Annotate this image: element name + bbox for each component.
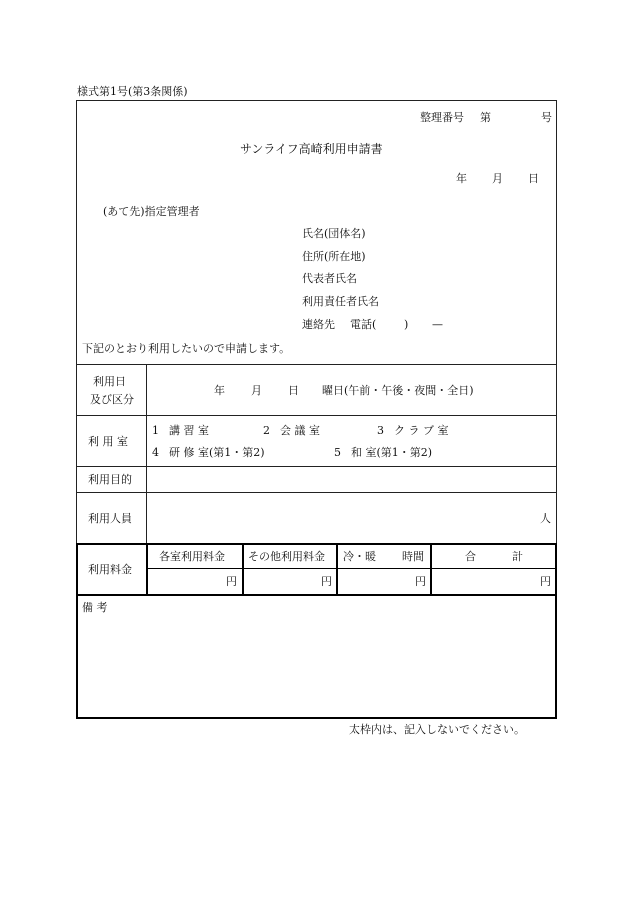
room-option-2[interactable]: 2 会 議 室 bbox=[263, 424, 320, 437]
applicant-name: 氏名(団体名) bbox=[302, 227, 366, 240]
date-label-2: 及び区分 bbox=[90, 393, 134, 406]
addressee: (あて先)指定管理者 bbox=[103, 205, 200, 218]
date-month: 月 bbox=[492, 172, 503, 185]
ref-no-label: 整理番号 bbox=[420, 111, 464, 124]
usage-day: 日 bbox=[288, 384, 299, 397]
row-divider bbox=[76, 492, 557, 493]
fee-col-other: その他利用料金 bbox=[248, 550, 325, 563]
fee-bottom-border bbox=[76, 594, 557, 596]
fee-yen-room: 円 bbox=[226, 575, 237, 588]
page-title: サンライフ高崎利用申請書 bbox=[240, 142, 383, 156]
footer-note: 太枠内は、記入しないでください。 bbox=[349, 723, 525, 736]
applicant-representative: 代表者氏名 bbox=[302, 272, 357, 285]
row-divider bbox=[76, 364, 557, 365]
fee-yen-other: 円 bbox=[321, 575, 332, 588]
fee-col-aircon: 冷・暖 bbox=[343, 550, 376, 563]
frame-top bbox=[76, 100, 557, 101]
date-label-1: 利用日 bbox=[93, 375, 126, 388]
intro-text: 下記のとおり利用したいので申請します。 bbox=[82, 342, 291, 355]
fee-col-divider bbox=[242, 543, 244, 595]
date-day: 日 bbox=[528, 172, 539, 185]
label-column-divider bbox=[146, 364, 147, 545]
usage-month: 月 bbox=[251, 384, 262, 397]
frame-right bbox=[556, 100, 557, 545]
row-divider bbox=[76, 415, 557, 416]
thick-border-top bbox=[76, 543, 557, 545]
row-divider bbox=[76, 466, 557, 467]
room-option-1[interactable]: 1 講 習 室 bbox=[152, 424, 209, 437]
applicant-phone: 電話( bbox=[350, 318, 377, 331]
frame-left bbox=[76, 100, 77, 545]
fee-label-divider bbox=[146, 543, 148, 595]
people-label: 利用人員 bbox=[88, 512, 132, 525]
form-number: 様式第1号(第3条関係) bbox=[77, 85, 188, 98]
fee-col-hours: 時間 bbox=[402, 550, 424, 563]
date-year: 年 bbox=[456, 172, 467, 185]
room-option-5[interactable]: 5 和 室(第1・第2) bbox=[334, 446, 433, 459]
fee-label: 利用料金 bbox=[88, 563, 132, 576]
applicant-phone-dash: — bbox=[432, 318, 443, 331]
room-label: 利 用 室 bbox=[88, 435, 128, 448]
fee-header-divider bbox=[146, 568, 556, 569]
people-unit: 人 bbox=[540, 512, 551, 525]
usage-weekday: 曜日(午前・午後・夜間・全日) bbox=[322, 384, 474, 397]
fee-col-divider bbox=[430, 543, 432, 595]
fee-yen-total: 円 bbox=[540, 575, 551, 588]
fee-col-room: 各室利用料金 bbox=[159, 550, 225, 563]
fee-col-divider bbox=[336, 543, 338, 595]
fee-col-total-1: 合 bbox=[465, 550, 476, 563]
room-option-4[interactable]: 4 研 修 室(第1・第2) bbox=[152, 446, 265, 459]
ref-no-go: 号 bbox=[541, 111, 552, 124]
room-option-3[interactable]: 3 ク ラ ブ 室 bbox=[377, 424, 449, 437]
purpose-label: 利用目的 bbox=[88, 473, 132, 486]
applicant-responsible: 利用責任者氏名 bbox=[302, 295, 379, 308]
applicant-contact: 連絡先 bbox=[302, 318, 335, 331]
applicant-phone-close: ) bbox=[404, 318, 409, 331]
ref-no-dai: 第 bbox=[480, 111, 491, 124]
thick-border-left bbox=[76, 543, 78, 719]
fee-col-total-2: 計 bbox=[512, 550, 523, 563]
applicant-address: 住所(所在地) bbox=[302, 250, 366, 263]
fee-yen-aircon: 円 bbox=[415, 575, 426, 588]
thick-border-bottom bbox=[76, 717, 557, 719]
remarks-label: 備 考 bbox=[82, 601, 108, 614]
usage-year: 年 bbox=[214, 384, 225, 397]
thick-border-right bbox=[555, 543, 557, 719]
